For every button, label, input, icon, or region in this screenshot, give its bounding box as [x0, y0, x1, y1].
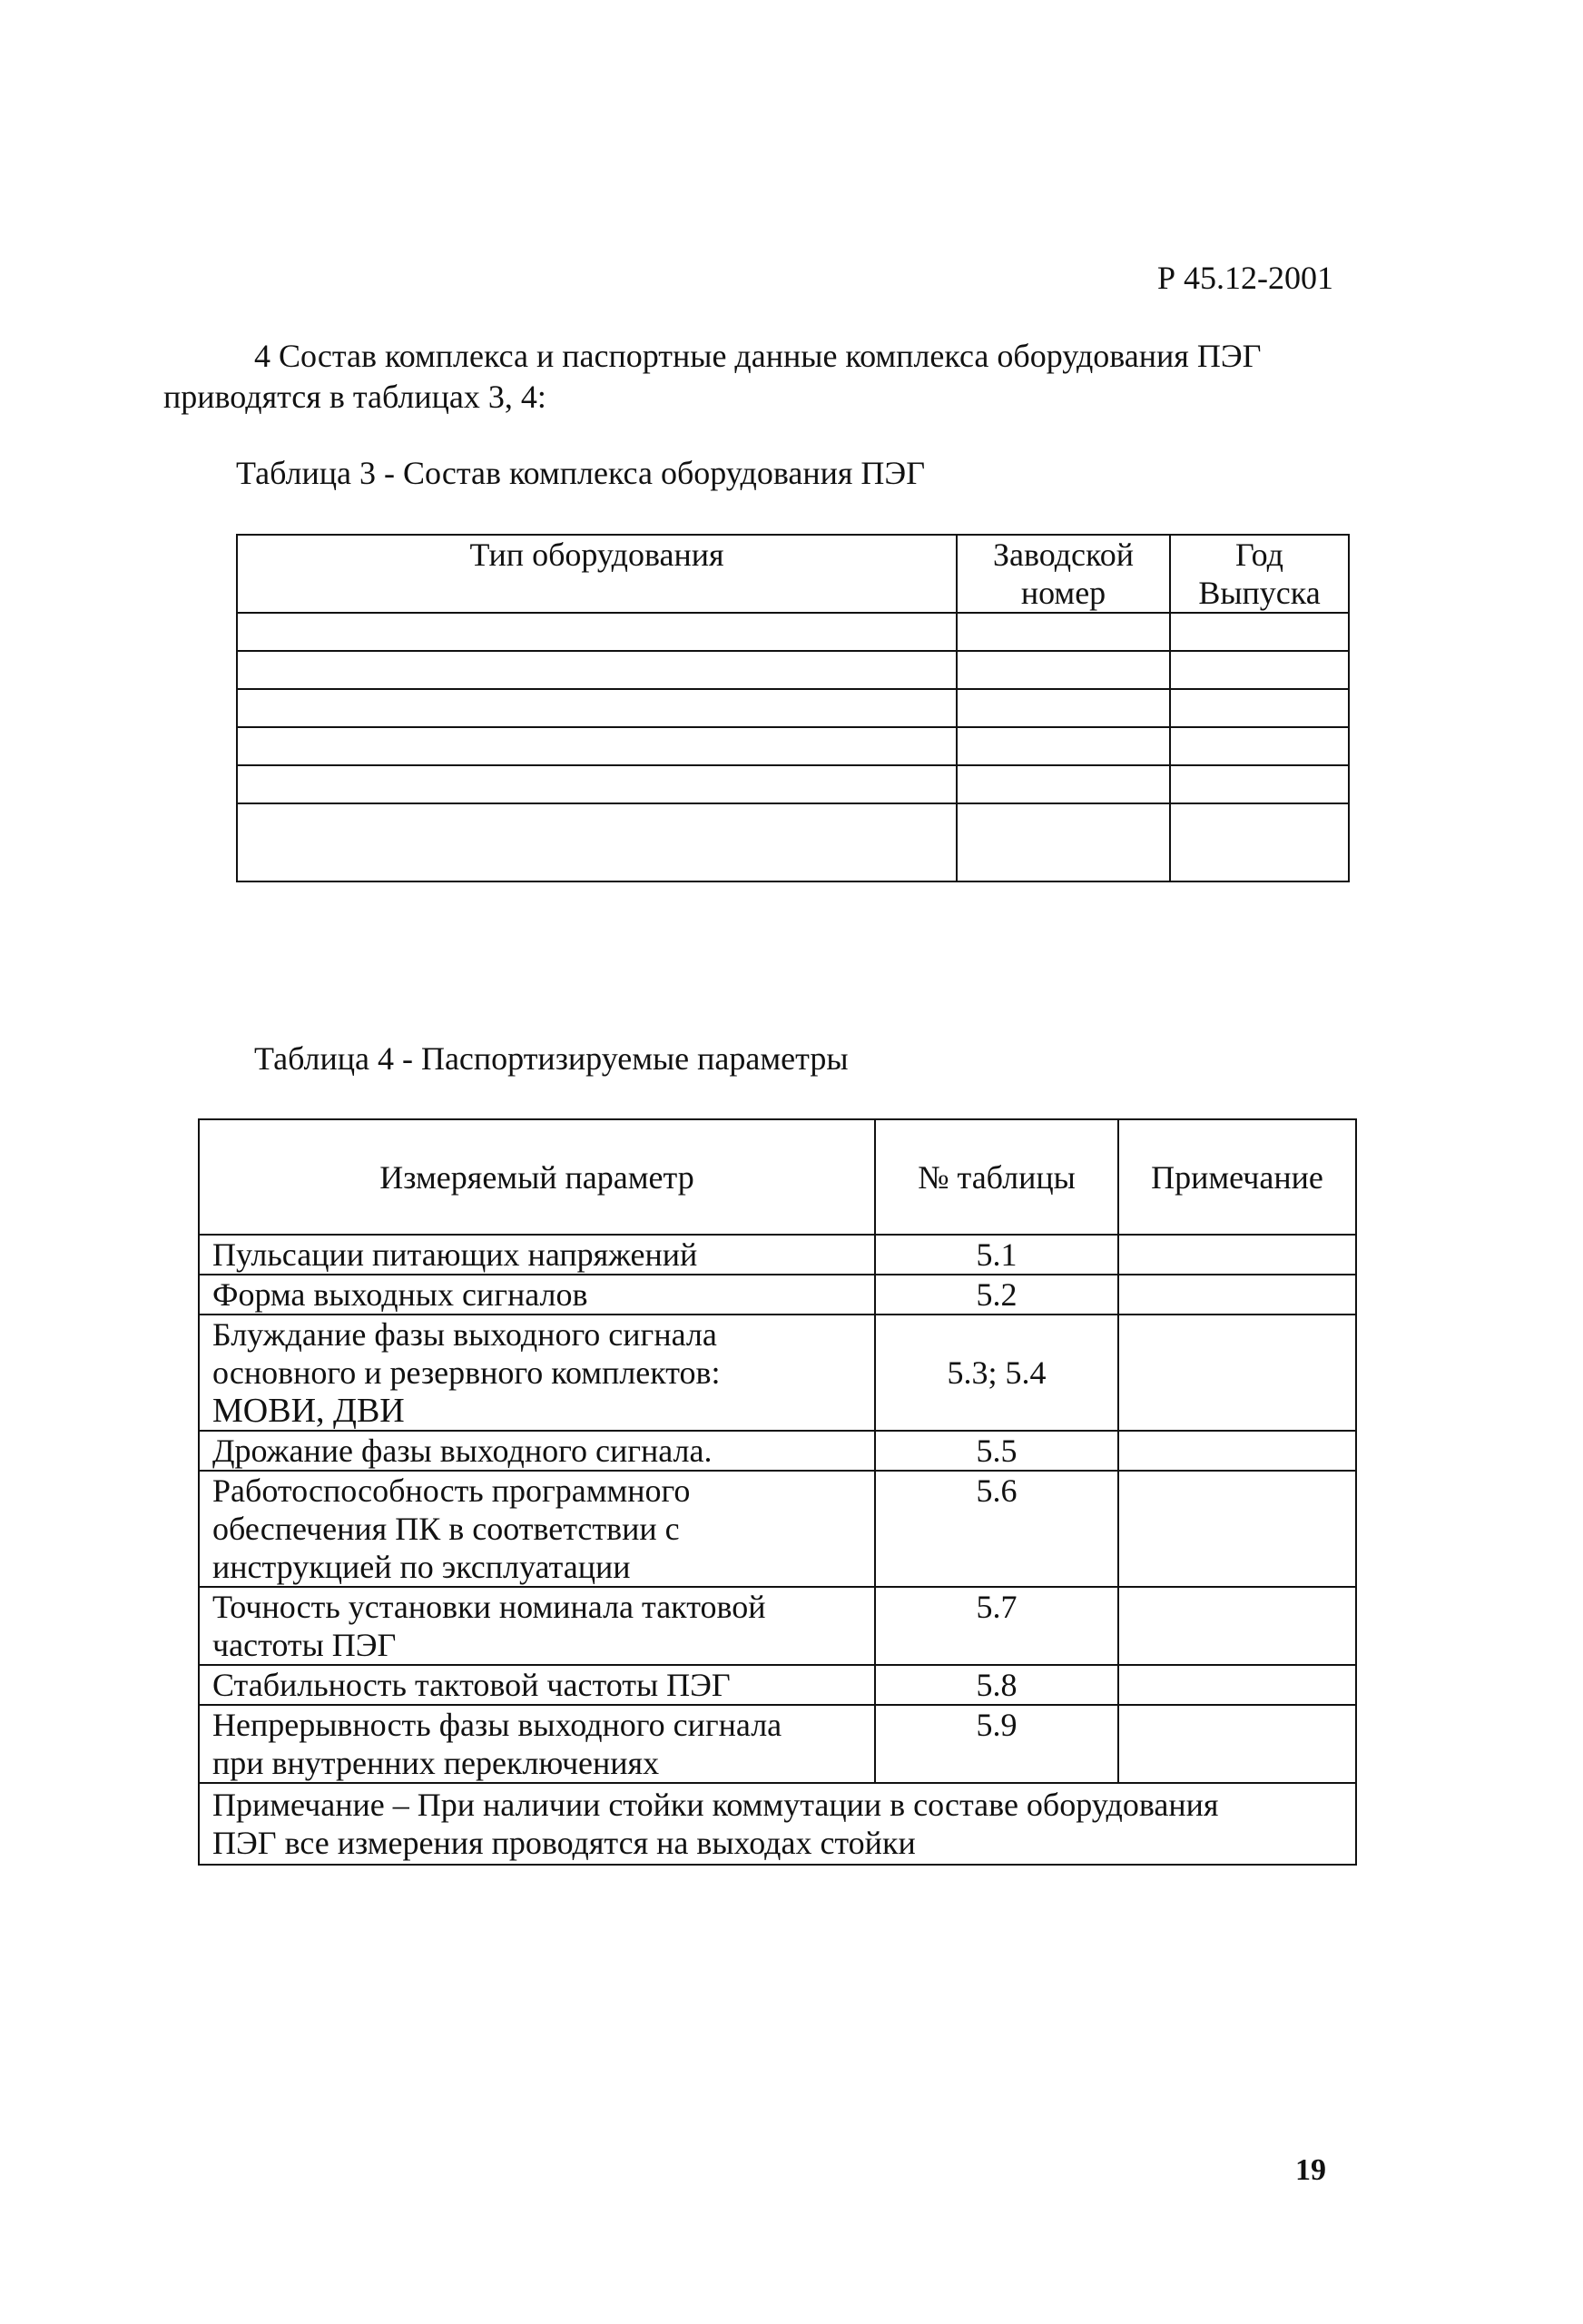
- param-cell: [199, 1587, 875, 1665]
- param-line: МОВИ, ДВИ: [212, 1392, 405, 1430]
- table-cell: [957, 689, 1170, 727]
- table-number-cell: [875, 1315, 1118, 1431]
- table4-caption: Таблица 4 - Паспортизируемые параметры: [254, 1040, 849, 1077]
- header-table-number: [875, 1119, 1118, 1235]
- table-cell: [1170, 689, 1349, 727]
- table-row: [237, 803, 1349, 881]
- table-row: [199, 1665, 1356, 1705]
- param-cell: [199, 1275, 875, 1315]
- header-note: [1118, 1119, 1356, 1235]
- param-line: инструкцией по эксплуатации: [212, 1549, 631, 1585]
- header-note-text: Примечание: [1151, 1158, 1323, 1196]
- table-number-text: 5.5: [976, 1433, 1018, 1469]
- table-cell: [237, 803, 957, 881]
- note-cell: [1118, 1665, 1356, 1705]
- table-row: [237, 613, 1349, 651]
- table-number-cell: [875, 1471, 1118, 1587]
- table-row: [237, 689, 1349, 727]
- table-cell: [237, 689, 957, 727]
- table-footnote: [199, 1783, 1356, 1865]
- table-row: [237, 651, 1349, 689]
- header-equipment-type: [237, 535, 957, 613]
- table-number-cell: [875, 1275, 1118, 1315]
- note-cell: [1118, 1587, 1356, 1665]
- table-number-text: 5.6: [976, 1472, 1018, 1509]
- param-line: основного и резервного комплектов:: [212, 1354, 721, 1391]
- param-cell: [199, 1315, 875, 1431]
- param-line: Работоспособность программного: [212, 1472, 691, 1509]
- table-number-cell: [875, 1665, 1118, 1705]
- footnote-line-2: ПЭГ все измерения проводятся на выходах стойки: [212, 1825, 916, 1861]
- param-cell: [199, 1235, 875, 1275]
- table-number-cell: [875, 1705, 1118, 1783]
- note-cell: [1118, 1431, 1356, 1471]
- table-row: [199, 1471, 1356, 1587]
- table-footnote-row: [199, 1783, 1356, 1865]
- table-cell: [957, 727, 1170, 765]
- parameters-table: [198, 1118, 1357, 1866]
- note-cell: [1118, 1315, 1356, 1431]
- param-line: Непрерывность фазы выходного сигнала: [212, 1707, 782, 1743]
- param-text: Форма выходных сигналов: [212, 1276, 588, 1313]
- table-cell: [957, 613, 1170, 651]
- table-number-text: 5.1: [976, 1236, 1018, 1273]
- header-measured-parameter: [199, 1119, 875, 1235]
- note-cell: [1118, 1471, 1356, 1587]
- header-serial-line-2: номер: [1020, 575, 1106, 611]
- table-cell: [957, 803, 1170, 881]
- table-cell: [1170, 727, 1349, 765]
- table-row: [199, 1315, 1356, 1431]
- header-serial-number: [957, 535, 1170, 613]
- table-row: [199, 1431, 1356, 1471]
- header-release-year: [1170, 535, 1349, 613]
- param-line: обеспечения ПК в соответствии с: [212, 1511, 680, 1547]
- note-cell: [1118, 1275, 1356, 1315]
- intro-paragraph: [163, 336, 1371, 418]
- param-cell: [199, 1665, 875, 1705]
- table-cell: [237, 727, 957, 765]
- table-cell: [237, 651, 957, 689]
- param-text: Стабильность тактовой частоты ПЭГ: [212, 1667, 731, 1703]
- table-cell: [1170, 651, 1349, 689]
- param-line: частоты ПЭГ: [212, 1627, 397, 1663]
- table-number-cell: [875, 1587, 1118, 1665]
- footnote-line-1: Примечание – При наличии стойки коммутации в составе оборудования: [212, 1787, 1219, 1823]
- table-row: [199, 1235, 1356, 1275]
- table-cell: [957, 765, 1170, 803]
- table-header-row: [199, 1119, 1356, 1235]
- table-row: [199, 1275, 1356, 1315]
- header-year-line-2: Выпуска: [1198, 575, 1321, 611]
- note-cell: [1118, 1235, 1356, 1275]
- table-cell: [237, 613, 957, 651]
- param-text: Дрожание фазы выходного сигнала.: [212, 1433, 713, 1469]
- param-line: при внутренних переключениях: [212, 1745, 660, 1781]
- page-number: 19: [1295, 2153, 1326, 2187]
- table-row: [199, 1705, 1356, 1783]
- param-text: Пульсации питающих напряжений: [212, 1236, 698, 1273]
- header-measured-parameter-text: Измеряемый параметр: [379, 1158, 694, 1196]
- table-number-text: 5.8: [976, 1667, 1018, 1703]
- param-line: Точность установки номинала тактовой: [212, 1589, 766, 1625]
- param-cell: [199, 1471, 875, 1587]
- equipment-table: [236, 534, 1350, 882]
- param-cell: [199, 1705, 875, 1783]
- table-cell: [1170, 803, 1349, 881]
- document-code: Р 45.12-2001: [1157, 260, 1334, 296]
- table3-caption: Таблица 3 - Состав комплекса оборудования ПЭГ: [236, 455, 926, 491]
- header-serial-line-1: Заводской: [993, 537, 1134, 573]
- intro-line-2: приводятся в таблицах 3, 4:: [163, 379, 546, 415]
- param-line: Блуждание фазы выходного сигнала: [212, 1316, 717, 1353]
- table-cell: [237, 765, 957, 803]
- header-year-line-1: Год: [1235, 537, 1283, 573]
- table-header-row: [237, 535, 1349, 613]
- header-table-number-text: № таблицы: [918, 1158, 1076, 1196]
- table-row: [199, 1587, 1356, 1665]
- param-cell: [199, 1431, 875, 1471]
- table-cell: [1170, 765, 1349, 803]
- table-number-text: 5.9: [976, 1707, 1018, 1743]
- table-row: [237, 727, 1349, 765]
- header-equipment-type-text: Тип оборудования: [469, 537, 724, 573]
- table-number-text: 5.7: [976, 1589, 1018, 1625]
- note-cell: [1118, 1705, 1356, 1783]
- table-number-text: 5.3; 5.4: [947, 1354, 1047, 1391]
- table-number-text: 5.2: [976, 1276, 1018, 1313]
- table-row: [237, 765, 1349, 803]
- intro-line-1: 4 Состав комплекса и паспортные данные комплекса оборудования ПЭГ: [254, 338, 1262, 374]
- table-number-cell: [875, 1431, 1118, 1471]
- table-cell: [957, 651, 1170, 689]
- table-number-cell: [875, 1235, 1118, 1275]
- table-cell: [1170, 613, 1349, 651]
